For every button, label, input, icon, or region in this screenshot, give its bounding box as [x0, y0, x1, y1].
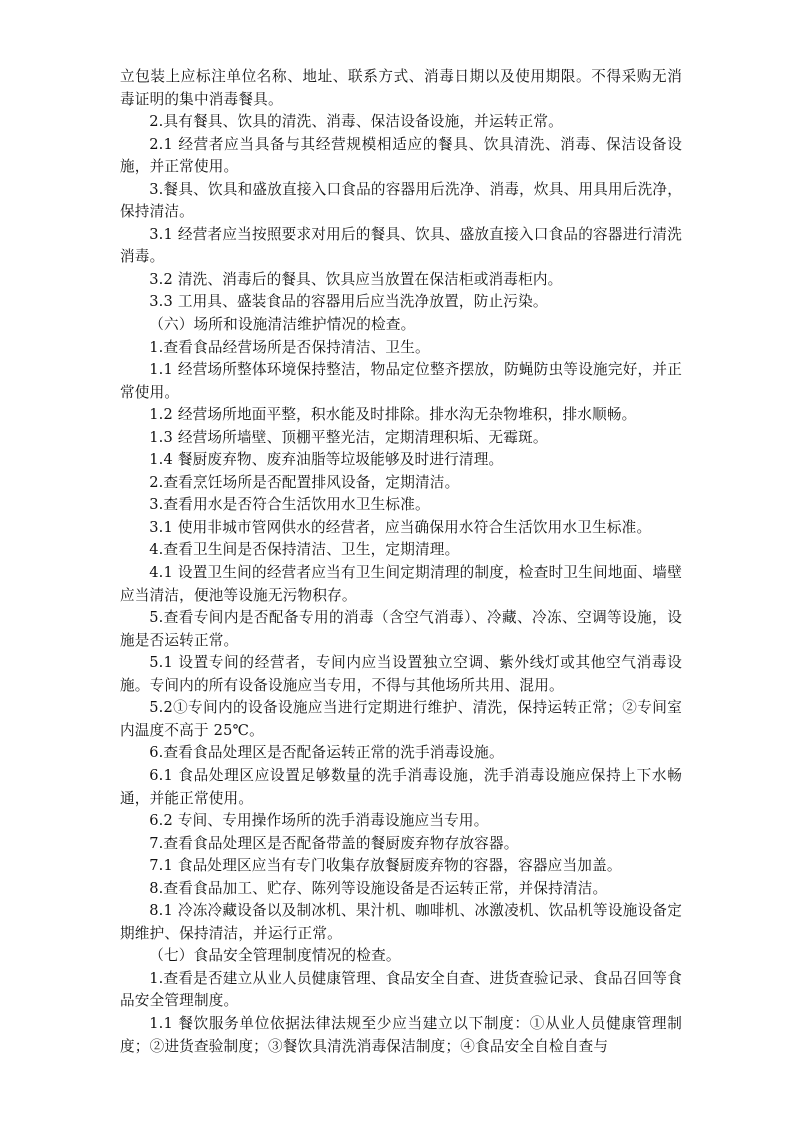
paragraph: 8.查看食品加工、贮存、陈列等设施设备是否运转正常，并保持清洁。	[149, 879, 608, 897]
paragraph: 3.1 经营者应当按照要求对用后的餐具、饮具、盛放直接入口食品的容器进行清洗消毒。	[120, 225, 682, 266]
paragraph: 3.查看用水是否符合生活饮用水卫生标准。	[149, 496, 430, 514]
paragraph: 3.2 清洗、消毒后的餐具、饮具应当放置在保洁柜或消毒柜内。	[149, 270, 563, 288]
paragraph: 1.4 餐厨废弃物、废弃油脂等垃圾能够及时进行清理。	[149, 451, 504, 469]
paragraph: 1.2 经营场所地面平整，积水能及时排除。排水沟无杂物堆积，排水顺畅。	[149, 406, 637, 424]
paragraph: 6.1 食品处理区应设置足够数量的洗手消毒设施，洗手消毒设施应保持上下水畅通，并能正常使用。	[120, 766, 682, 807]
section-heading: （六）场所和设施清洁维护情况的检查。	[149, 316, 416, 334]
paragraph: 立包装上应标注单位名称、地址、联系方式、消毒日期以及使用期限。不得采购无消毒证明的集中消毒餐具。	[120, 68, 682, 108]
document-page	[120, 66, 682, 1058]
paragraph: 6.2 专间、专用操作场所的洗手消毒设施应当专用。	[149, 812, 489, 830]
paragraph: 4.1 设置卫生间的经营者应当有卫生间定期清理的制度，检查时卫生间地面、墙壁应当清洁，便池等设施无污物积存。	[120, 564, 682, 604]
paragraph: 1.查看是否建立从业人员健康管理、食品安全自查、进货查验记录、食品召回等食品安全管理制度。	[120, 969, 682, 1010]
paragraph: 1.查看食品经营场所是否保持清洁、卫生。	[149, 338, 430, 356]
paragraph: 1.3 经营场所墙壁、顶棚平整光洁，定期清理积垢、无霉斑。	[149, 428, 548, 446]
paragraph: 5.查看专间内是否配备专用的消毒（含空气消毒）、冷藏、冷冻、空调等设施，设施是否运转正常。	[120, 609, 682, 649]
paragraph: 4.查看卫生间是否保持清洁、卫生，定期清理。	[149, 541, 460, 559]
paragraph: 5.1 设置专间的经营者，专间内应当设置独立空调、紫外线灯或其他空气消毒设施。专间内的所有设备设施应当专用，不得与其他场所共用、混用。	[120, 654, 682, 694]
paragraph: 6.查看食品处理区是否配备运转正常的洗手消毒设施。	[149, 744, 504, 762]
paragraph: 7.1 食品处理区应当有专门收集存放餐厨废弃物的容器，容器应当加盖。	[149, 857, 622, 875]
paragraph: 5.2①专间内的设备设施应当进行定期进行维护、清洗，保持运转正常；②专间室内温度不高于 25℃。	[120, 699, 682, 739]
paragraph: 2.查看烹饪场所是否配置排风设备，定期清洁。	[149, 473, 460, 491]
paragraph: 1.1 经营场所整体环境保持整洁，物品定位整齐摆放，防蝇防虫等设施完好，并正常使用。	[120, 361, 682, 401]
paragraph: 7.查看食品处理区是否配备带盖的餐厨废弃物存放容器。	[149, 834, 519, 852]
paragraph: 8.1 冷冻冷藏设备以及制冰机、果汁机、咖啡机、冰激凌机、饮品机等设施设备定期维护、保持清洁，并运行正常。	[120, 902, 682, 942]
paragraph: 3.1 使用非城市管网供水的经营者，应当确保用水符合生活饮用水卫生标准。	[149, 518, 652, 536]
paragraph: 2.1 经营者应当具备与其经营规模相适应的餐具、饮具清洗、消毒、保洁设备设施，并正常使用。	[120, 135, 682, 176]
paragraph: 3.餐具、饮具和盛放直接入口食品的容器用后洗净、消毒，炊具、用具用后洗净，保持清洁。	[120, 180, 682, 221]
paragraph: 1.1 餐饮服务单位依据法律法规至少应当建立以下制度：①从业人员健康管理制度；②进货查验制度；③餐饮具清洗消毒保洁制度；④食品安全自检自查与	[120, 1014, 682, 1055]
paragraph: 2.具有餐具、饮具的清洗、消毒、保洁设备设施，并运转正常。	[149, 113, 563, 131]
paragraph: 3.3 工用具、盛装食品的容器用后应当洗净放置，防止污染。	[149, 293, 548, 311]
section-heading: （七）食品安全管理制度情况的检查。	[149, 947, 401, 965]
